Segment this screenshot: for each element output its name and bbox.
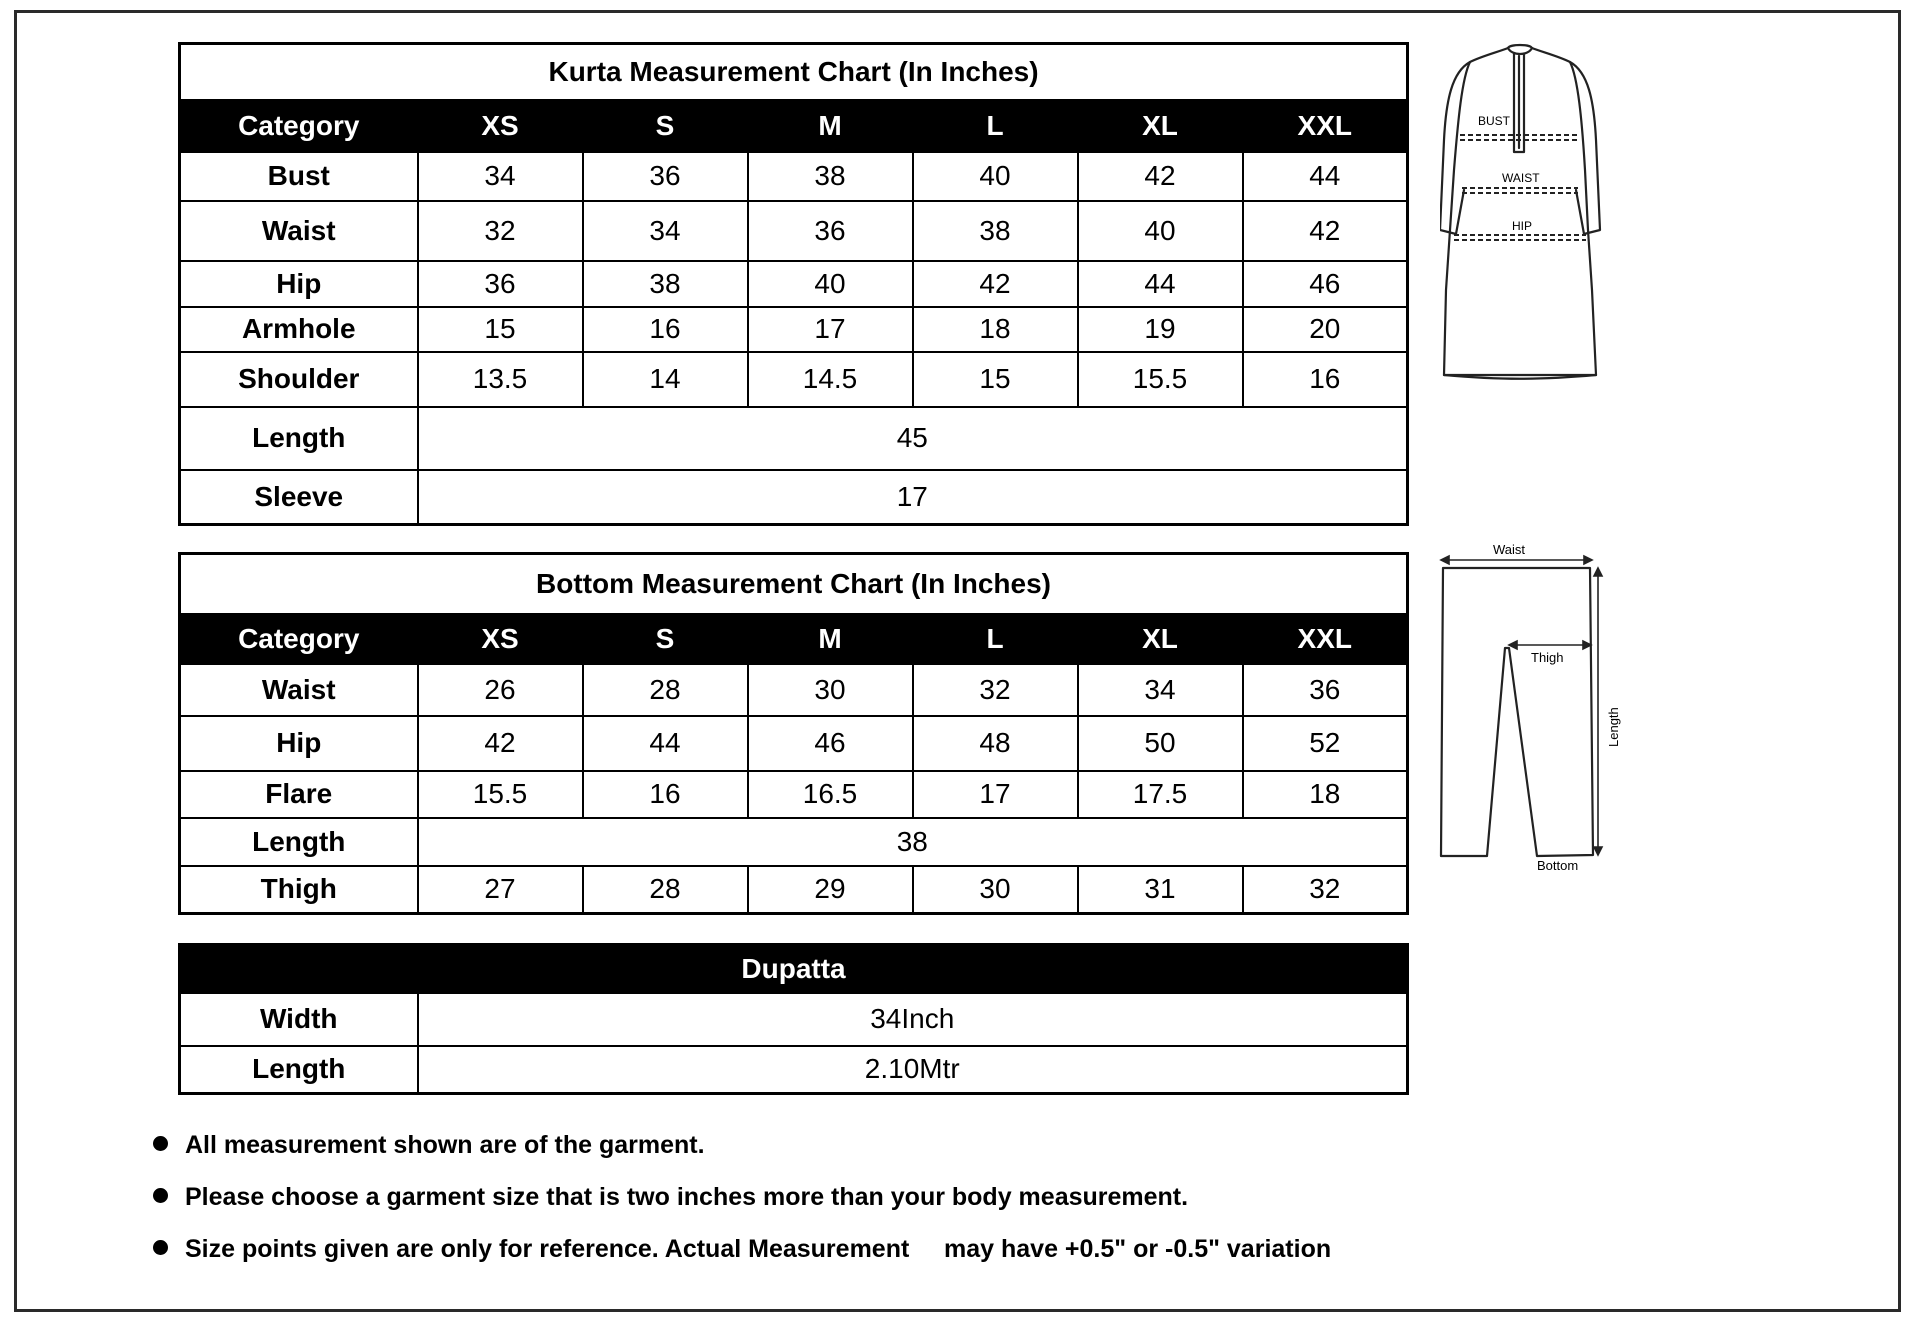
header-s: S	[583, 100, 748, 152]
list-item	[150, 1232, 1550, 1276]
header-l: L	[913, 100, 1078, 152]
cell: 40	[1078, 201, 1243, 261]
cell: 38	[748, 152, 913, 201]
cell: 13.5	[418, 352, 583, 407]
bottom-illustration	[1435, 540, 1635, 875]
table-row	[180, 716, 1408, 771]
cell: 15	[418, 307, 583, 352]
cell: 38	[583, 261, 748, 307]
cell: 32	[913, 664, 1078, 716]
cell: 28	[583, 866, 748, 914]
note-text: Size points given are only for reference. Actual Measurement may have +0.5" or -0.5" variation	[185, 1235, 1332, 1263]
cell: 19	[1078, 307, 1243, 352]
header-xs: XS	[418, 614, 583, 664]
cell: 50	[1078, 716, 1243, 771]
dupatta-length-value: 2.10Mtr	[418, 1046, 1408, 1094]
table-row	[180, 152, 1408, 201]
table-row	[180, 201, 1408, 261]
cell: 38	[913, 201, 1078, 261]
row-label: Hip	[180, 261, 418, 307]
cell: 36	[418, 261, 583, 307]
bottom-chart-title: Bottom Measurement Chart (In Inches)	[180, 554, 1408, 614]
cell: 40	[748, 261, 913, 307]
cell: 42	[913, 261, 1078, 307]
header-l: L	[913, 614, 1078, 664]
header-category: Category	[180, 614, 418, 664]
cell: 16	[583, 307, 748, 352]
cell: 46	[1243, 261, 1408, 307]
header-xl: XL	[1078, 100, 1243, 152]
cell: 17	[913, 771, 1078, 818]
dupatta-width-value: 34Inch	[418, 993, 1408, 1046]
row-label: Length	[180, 1046, 418, 1094]
header-xl: XL	[1078, 614, 1243, 664]
thigh-dimension-label: Thigh	[1531, 650, 1564, 665]
bottom-dimension-label: Bottom	[1537, 858, 1579, 873]
row-label: Width	[180, 993, 418, 1046]
cell: 20	[1243, 307, 1408, 352]
cell: 16	[1243, 352, 1408, 407]
cell: 30	[748, 664, 913, 716]
cell: 48	[913, 716, 1078, 771]
list-item	[150, 1180, 1550, 1232]
cell: 17	[748, 307, 913, 352]
bottom-length-value: 38	[418, 818, 1408, 866]
cell: 52	[1243, 716, 1408, 771]
kurta-header-row	[180, 100, 1408, 152]
cell: 27	[418, 866, 583, 914]
waist-dimension-label: Waist	[1493, 542, 1526, 557]
cell: 40	[913, 152, 1078, 201]
cell: 16	[583, 771, 748, 818]
table-row	[180, 307, 1408, 352]
header-xs: XS	[418, 100, 583, 152]
table-row	[180, 352, 1408, 407]
row-label: Armhole	[180, 307, 418, 352]
table-row	[180, 470, 1408, 525]
cell: 18	[913, 307, 1078, 352]
list-item	[150, 1128, 1550, 1180]
cell: 18	[1243, 771, 1408, 818]
row-label: Waist	[180, 201, 418, 261]
cell: 32	[418, 201, 583, 261]
header-s: S	[583, 614, 748, 664]
table-row	[180, 771, 1408, 818]
cell: 44	[583, 716, 748, 771]
cell: 46	[748, 716, 913, 771]
note-text: Please choose a garment size that is two inches more than your body measurement.	[185, 1183, 1189, 1211]
cell: 29	[748, 866, 913, 914]
row-label: Hip	[180, 716, 418, 771]
bottom-header-row	[180, 614, 1408, 664]
row-label: Bust	[180, 152, 418, 201]
table-row	[180, 407, 1408, 470]
header-xxl: XXL	[1243, 614, 1408, 664]
cell: 34	[418, 152, 583, 201]
table-row	[180, 818, 1408, 866]
cell: 26	[418, 664, 583, 716]
cell: 42	[1078, 152, 1243, 201]
cell: 30	[913, 866, 1078, 914]
cell: 17.5	[1078, 771, 1243, 818]
row-label: Shoulder	[180, 352, 418, 407]
kurta-measurement-table	[178, 42, 1409, 526]
row-label: Sleeve	[180, 470, 418, 525]
header-category: Category	[180, 100, 418, 152]
cell: 16.5	[748, 771, 913, 818]
cell: 14	[583, 352, 748, 407]
cell: 15	[913, 352, 1078, 407]
kurta-sleeve-value: 17	[418, 470, 1408, 525]
table-row	[180, 664, 1408, 716]
cell: 15.5	[1078, 352, 1243, 407]
bottom-measurement-table	[178, 552, 1409, 915]
cell: 44	[1078, 261, 1243, 307]
dupatta-title: Dupatta	[180, 945, 1408, 993]
row-label: Length	[180, 407, 418, 470]
cell: 36	[1243, 664, 1408, 716]
cell: 34	[583, 201, 748, 261]
note-text: All measurement shown are of the garment.	[185, 1131, 705, 1159]
dupatta-measurement-table	[178, 943, 1409, 1095]
cell: 32	[1243, 866, 1408, 914]
length-dimension-label: Length	[1606, 707, 1621, 747]
cell: 36	[583, 152, 748, 201]
row-label: Waist	[180, 664, 418, 716]
hip-label: HIP	[1512, 219, 1533, 233]
cell: 15.5	[418, 771, 583, 818]
bullet-icon	[153, 1136, 168, 1151]
table-row	[180, 261, 1408, 307]
cell: 42	[1243, 201, 1408, 261]
bullet-icon	[153, 1240, 168, 1255]
kurta-illustration	[1440, 40, 1620, 390]
row-label: Length	[180, 818, 418, 866]
bust-label: BUST	[1478, 114, 1511, 128]
bullet-icon	[153, 1188, 168, 1203]
row-label: Flare	[180, 771, 418, 818]
row-label: Thigh	[180, 866, 418, 914]
cell: 31	[1078, 866, 1243, 914]
notes-list	[150, 1128, 1550, 1276]
cell: 14.5	[748, 352, 913, 407]
header-xxl: XXL	[1243, 100, 1408, 152]
table-row	[180, 866, 1408, 914]
cell: 36	[748, 201, 913, 261]
cell: 44	[1243, 152, 1408, 201]
cell: 28	[583, 664, 748, 716]
kurta-chart-title: Kurta Measurement Chart (In Inches)	[180, 44, 1408, 100]
cell: 34	[1078, 664, 1243, 716]
table-row	[180, 993, 1408, 1046]
header-m: M	[748, 100, 913, 152]
kurta-length-value: 45	[418, 407, 1408, 470]
header-m: M	[748, 614, 913, 664]
cell: 42	[418, 716, 583, 771]
waist-label: WAIST	[1502, 171, 1540, 185]
table-row	[180, 1046, 1408, 1094]
